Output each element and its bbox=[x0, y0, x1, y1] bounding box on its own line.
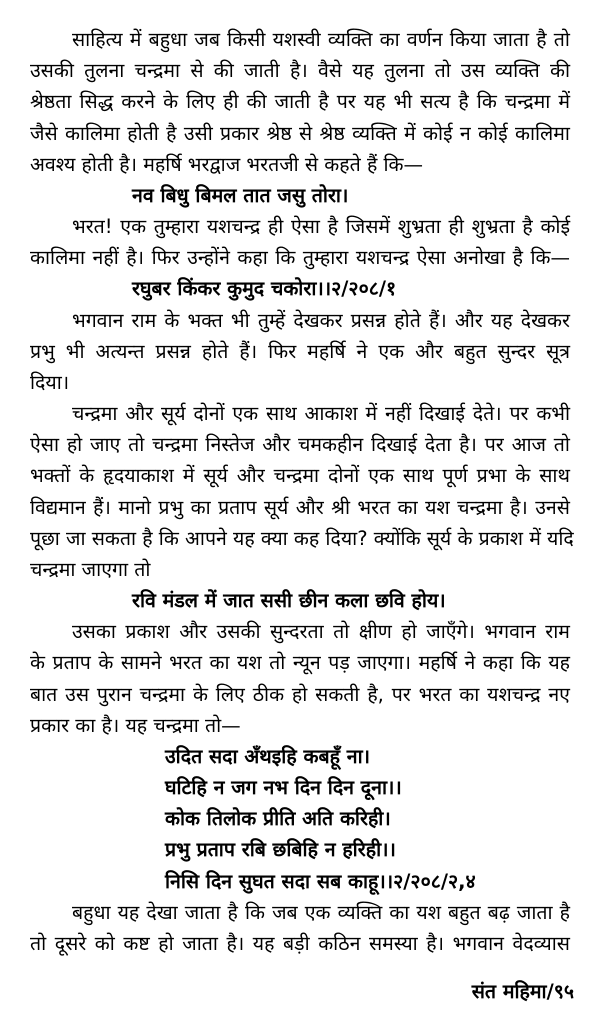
paragraph5-line-1: उसका प्रकाश और उसकी सुन्दरता तो क्षीण हो जाएँगे। भगवान राम bbox=[72, 620, 570, 643]
paragraph5-line-3: बात उस पुरान चन्द्रमा के लिए ठीक हो सकती है, पर भरत का यशचन्द्र नए bbox=[30, 683, 570, 706]
paragraph6-line-2: तो दूसरे को कष्ट हो जाता है। यह बड़ी कठिन समस्या है। भगवान वेदव्यास bbox=[30, 932, 570, 955]
paragraph1-line-5: अवश्य होती है। महर्षि भरद्वाज भरतजी से कहते हैं कि— bbox=[30, 153, 424, 176]
paragraph5-line-4: प्रकार का है। यह चन्द्रमा तो— bbox=[30, 714, 241, 737]
paragraph2-line-1: भरत! एक तुम्हारा यशचन्द्र ही ऐसा है जिसमें शुभ्रता ही शुभ्रता है कोई bbox=[72, 215, 571, 238]
paragraph3-line-2: प्रभु भी अत्यन्त प्रसन्न होते हैं। फिर महर्षि ने एक और बहुत सुन्दर सूत्र bbox=[30, 340, 571, 363]
verse4-line-3: कोक तिलोक प्रीति अति करिही। bbox=[165, 807, 391, 830]
verse1-line: नव बिधु बिमल तात जसु तोरा। bbox=[132, 184, 349, 207]
paragraph4-line-2: ऐसा हो जाए तो चन्द्रमा निस्तेज और चमकहीन दिखाई देता है। पर आज तो bbox=[30, 433, 570, 456]
verse3-line: रवि मंडल में जात ससी छीन कला छवि होय। bbox=[132, 589, 446, 612]
paragraph3-line-3: दिया। bbox=[30, 371, 70, 394]
verse4-line-1: उदित सदा अँथइहि कबहूँ ना। bbox=[165, 745, 371, 768]
verse4-line-5: निसि दिन सुघत सदा सब काहू।।२/२०८/२,४ bbox=[165, 870, 476, 893]
paragraph4-line-1: चन्द्रमा और सूर्य दोनों एक साथ आकाश में नहीं दिखाई देते। पर कभी bbox=[72, 402, 571, 425]
paragraph1-line-4: जैसे कालिमा होती है उसी प्रकार श्रेष्ठ से श्रेष्ठ व्यक्ति में कोई न कोई कालिमा bbox=[30, 122, 570, 145]
paragraph1-line-1: साहित्य में बहुधा जब किसी यशस्वी व्यक्ति का वर्णन किया जाता है तो bbox=[72, 28, 570, 51]
verse4-line-2: घटिहि न जग नभ दिन दिन दूना।। bbox=[165, 776, 402, 799]
paragraph4-line-5: पूछा जा सकता है कि आपने यह क्या कह दिया? क्योंकि सूर्य के प्रकाश में यदि bbox=[30, 527, 574, 550]
paragraph4-line-6: चन्द्रमा जाएगा तो bbox=[30, 558, 151, 581]
verse4-line-4: प्रभु प्रताप रबि छबिहि न हरिही।। bbox=[165, 838, 396, 861]
paragraph4-line-4: विद्यमान हैं। मानो प्रभु का प्रताप सूर्य और श्री भरत का यश चन्द्रमा है। उनसे bbox=[30, 496, 570, 519]
paragraph1-line-2: उसकी तुलना चन्द्रमा से की जाती है। वैसे यह तुलना तो उस व्यक्ति की bbox=[30, 59, 571, 82]
paragraph2-line-2: कालिमा नहीं है। फिर उन्होंने कहा कि तुम्हारा यशचन्द्र ऐसा अनोखा है कि— bbox=[30, 246, 570, 269]
paragraph1-line-3: श्रेष्ठता सिद्ध करने के लिए ही की जाती है पर यह भी सत्य है कि चन्द्रमा में bbox=[30, 90, 570, 113]
page-footer: संत महिमा/९५ bbox=[471, 980, 574, 1003]
paragraph6-line-1: बहुधा यह देखा जाता है कि जब एक व्यक्ति का यश बहुत बढ़ जाता है bbox=[72, 901, 571, 924]
paragraph5-line-2: के प्रताप के सामने भरत का यश तो न्यून पड़ जाएगा। महर्षि ने कहा कि यह bbox=[30, 651, 570, 674]
paragraph3-line-1: भगवान राम के भक्त भी तुम्हें देखकर प्रसन्न होते हैं। और यह देखकर bbox=[72, 309, 571, 332]
paragraph4-line-3: भक्तों के हृदयाकाश में सूर्य और चन्द्रमा दोनों एक साथ पूर्ण प्रभा के साथ bbox=[30, 464, 570, 487]
verse2-line: रघुबर किंकर कुमुद चकोरा।।२/२०८/१ bbox=[132, 277, 397, 300]
